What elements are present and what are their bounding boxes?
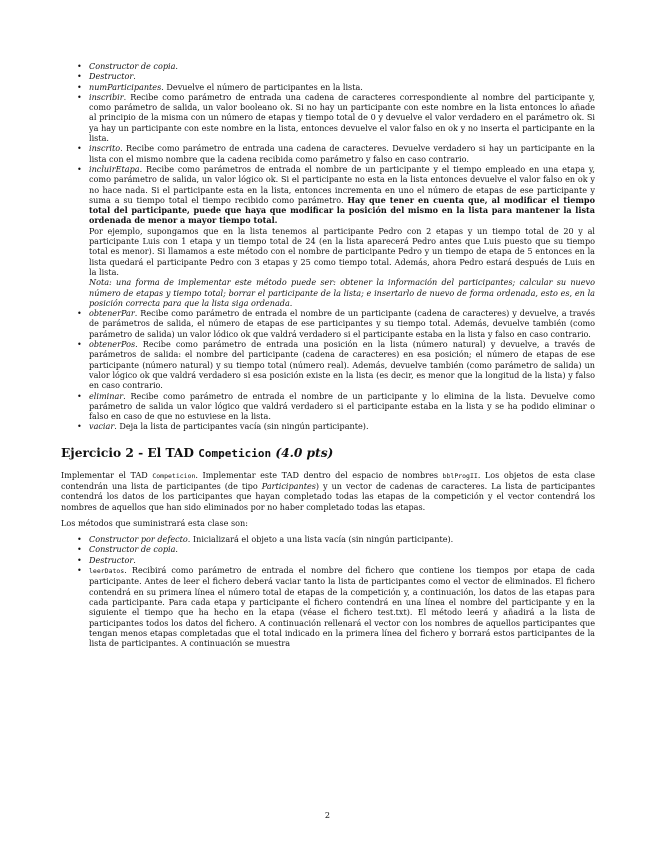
list-item: • Constructor por defecto. Inicializará el objeto a una lista vacía (sin ningún participante).	[89, 534, 595, 544]
page-content	[61, 61, 595, 648]
section-heading: Ejercicio 2 - El TAD Competicion (4.0 pts)	[61, 445, 334, 460]
list-item: • obtenerPos. Recibe como parámetro de entrada una posición en la lista (número natural) y devuelve, a través de parámetros de salida: el nombre del participante (cadena de caracteres) en esa posición; el número de etapas de ese participante (número natural) y su tiempo total (número real). Además, devuelve también (como parámetro de salida) un valor lógico ok que valdrá verdadero si esa posición existe en la lista (es decir, es menor que la longitud de la lista) y falso en caso contrario.	[89, 339, 595, 390]
list-item: • numParticipantes. Devuelve el número de participantes en la lista.	[89, 82, 595, 92]
list-item: • vaciar. Deja la lista de participantes vacía (sin ningún participante).	[89, 421, 595, 431]
list-item: • Destructor.	[89, 555, 595, 565]
list-item: • eliminar. Recibe como parámetro de entrada el nombre de un participante y lo elimina de la lista. Devuelve como parámetro de salida un valor lógico que valdrá verdadero si el participante estaba en la lista y se ha podido eliminar o falso en caso de que no estuviese en la lista.	[89, 391, 595, 422]
example-paragraph: Por ejemplo, supongamos que en la lista tenemos al participante Pedro con 2 etapas y un tiempo total de 20 y al participante Luis con 1 etapa y un tiempo total de 24 (en la lista aparecerá Pedro antes que Luis puesto que su tiempo total es menor). Si llamamos a este método con el nombre de participante Pedro y un tiempo de etapa de 5 entonces en la lista quedará el participante Pedro con 3 etapas y 25 como tiempo total. Además, ahora Pedro estará después de Luis en la lista.	[89, 225, 595, 277]
list-item: • inscribir. Recibe como parámetro de entrada una cadena de caracteres correspondiente al nombre del participante y, como parámetro de salida, un valor booleano ok. Si no hay un participante con este nombre en la lista entonces lo añade al principio de la misma con un número de etapas y tiempo total de 0 y devuelve el valor verdadero en el parámetro ok. Si ya hay un participante con este nombre en la lista, entonces devuelve el valor falso en ok y no inserta el participante en la lista.	[89, 92, 595, 143]
implementation-note: Nota: una forma de implementar este método puede ser: obtener la información del participantes; calcular su nuevo número de etapas y tiempo total; borrar el participante de la lista; e insertarlo de nuevo de forma ordenada, esto es, en la posición correcta para que la lista siga ordenada.	[89, 277, 595, 308]
important-note: Hay que tener en cuenta que, al modificar el tiempo total del participante, puede que haya que modificar la posición del mismo en la lista para mantener la lista ordenada de menor a mayor tiempo total.	[89, 194, 595, 226]
list-item: • incluirEtapa. Recibe como parámetros de entrada el nombre de un participante y el tiempo empleado en una etapa y, como parámetro de salida, un valor lógico ok. Si el participante no esta en la lista entonces devuelve el valor falso en ok y no hace nada. Si el participante esta en la lista, entonces incrementa en uno el número de etapas de ese participante y suma a su tiempo total el tiempo recibido como parámetro. Hay que tener en cuenta que, al modificar el tiempo total del participante, puede que haya que modificar la posición del mismo en la lista para mantener la lista ordenada de menor a mayor tiempo total. Por ejemplo, supongamos que en la lista tenemos al participante Pedro con 2 etapas y un tiempo total de 20 y al participante Luis con 1 etapa y un tiempo total de 24 (en la lista aparecerá Pedro antes que Luis puesto que su tiempo total es menor). Si llamamos a este método con el nombre de participante Pedro y un tiempo de etapa de 5 entonces en la lista quedará el participante Pedro con 3 etapas y 25 como tiempo total. Además, ahora Pedro estará después de Luis en la lista. Nota: una forma de implementar este método puede ser: obtener la información del participantes; calcular su nuevo número de etapas y tiempo total; borrar el participante de la lista; e insertarlo de nuevo de forma ordenada, esto es, en la posición correcta para que la lista siga ordenada.	[89, 164, 595, 308]
page-number: 2	[324, 810, 331, 820]
methods-intro: Los métodos que suministrará esta clase son:	[61, 517, 248, 528]
list-item: • inscrito. Recibe como parámetro de entrada una cadena de caracteres. Devuelve verdadero si hay un participante en la lista con el mismo nombre que la cadena recibida como parámetro y falso en caso contrario.	[89, 143, 595, 164]
intro-paragraph: Implementar el TAD Competicion. Implementar este TAD dentro del espacio de nombres bblProgII. Los objetos de esta clase contendrán una lista de participantes (de tipo Participantes) y un vector de cadenas de caracteres. La lista de participantes contendrá los datos de los participantes que hayan completado todas las etapas de la competición y el vector contendrá los nombres de aquellos que han sido eliminados por no haber completado todas las etapas.	[61, 469, 596, 512]
list-item: • leerDatos. Recibirá como parámetro de entrada el nombre del fichero que contiene los tiempos por etapa de cada participante. Antes de leer el fichero deberá vaciar tanto la lista de participantes como el vector de eliminados. El fichero contendrá en su primera línea el número total de etapas de la competición y, a continuación, los datos de las etapas para cada participante. Para cada etapa y participante el fichero contendrá en una línea el nombre del participante y en la siguiente el tiempo que ha hecho en la etapa (véase el fichero test.txt). El método leerá y añadirá a la lista de participantes todos los datos del fichero. A continuación rellenará el vector con los nombres de aquellos participantes que tengan menos etapas completadas que el total indicado en la primera línea del fichero y borrará estos participantes de la lista de participantes. A continuación se muestra	[89, 565, 595, 648]
method-list-competicion	[61, 534, 595, 648]
list-item: • Destructor.	[89, 71, 595, 81]
list-item: • Constructor de copia.	[89, 61, 595, 71]
list-item: • obtenerPar. Recibe como parámetro de entrada el nombre de un participante (cadena de caracteres) y devuelve, a través de parámetros de salida, el número de etapas de ese participantes y su tiempo total. Además, devuelve también (como parámetro de salida) un valor lódico ok que valdrá verdadero si el participante estaba en la lista y falso en caso contrario.	[89, 308, 595, 339]
list-item: • Constructor de copia.	[89, 544, 595, 554]
method-list-participantes	[61, 61, 595, 432]
